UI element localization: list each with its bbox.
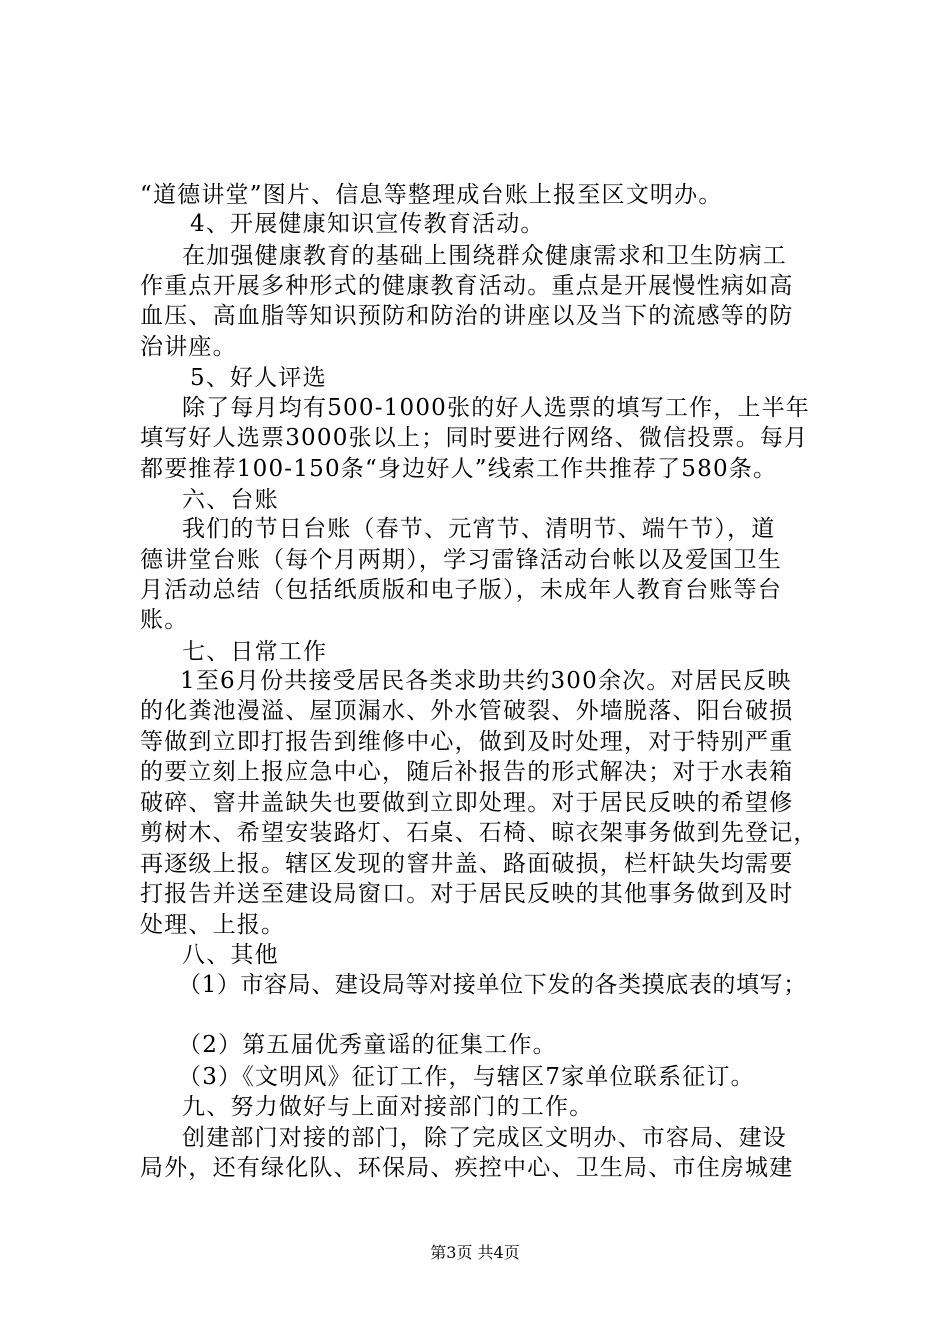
text-line: 在加强健康教育的基础上围绕群众健康需求和卫生防病工 xyxy=(182,243,787,269)
text-line: 的化粪池漫溢、屋顶漏水、外水管破裂、外墙脱落、阳台破损 xyxy=(140,698,794,724)
text-line: 处理、上报。 xyxy=(140,912,286,938)
text-line: 作重点开展多种形式的健康教育活动。重点是开展慢性病如高 xyxy=(140,273,794,299)
page-footer: 第3页 共4页 xyxy=(430,1243,520,1262)
text-line: 打报告并送至建设局窗口。对于居民反映的其他事务做到及时 xyxy=(140,881,794,907)
text-line: 的要立刻上报应急中心，随后补报告的形式解决；对于水表箱 xyxy=(140,759,794,785)
text-line: 除了每月均有500-1000张的好人选票的填写工作，上半年 xyxy=(182,395,811,421)
list-item: （1）市容局、建设局等对接单位下发的各类摸底表的填写； xyxy=(178,972,807,998)
list-item: （2）第五届优秀童谣的征集工作。 xyxy=(178,1032,557,1058)
section-heading: 八、其他 xyxy=(182,942,279,968)
section-heading: 5、好人评选 xyxy=(190,365,327,391)
text-line: 我们的节日台账（春节、元宵节、清明节、端午节），道 xyxy=(182,516,776,542)
section-heading: 九、努力做好与上面对接部门的工作。 xyxy=(182,1094,594,1120)
text-line: 剪树木、希望安装路灯、石桌、石椅、晾衣架事务做到先登记， xyxy=(140,820,818,846)
text-line: 破碎、窨井盖缺失也要做到立即处理。对于居民反映的希望修 xyxy=(140,790,794,816)
text-line: 血压、高血脂等知识预防和防治的讲座以及当下的流感等的防 xyxy=(140,303,794,329)
text-line: “道德讲堂”图片、信息等整理成台账上报至区文明办。 xyxy=(140,182,723,208)
section-heading: 六、台账 xyxy=(182,487,279,513)
text-line: 治讲座。 xyxy=(140,334,237,360)
text-line: 1至6月份共接受居民各类求助共约300余次。对居民反映 xyxy=(180,668,792,694)
text-line: 局外，还有绿化队、环保局、疾控中心、卫生局、市住房城建 xyxy=(140,1155,794,1181)
text-line: 创建部门对接的部门，除了完成区文明办、市容局、建设 xyxy=(182,1125,787,1151)
section-heading: 4、开展健康知识宣传教育活动。 xyxy=(190,211,545,237)
text-line: 都要推荐100-150条“身边好人”线索工作共推荐了580条。 xyxy=(140,456,778,482)
text-line: 再逐级上报。辖区发现的窨井盖、路面破损，栏杆缺失均需要 xyxy=(140,851,794,877)
list-item: （3）《文明风》征订工作，与辖区7家单位联系征订。 xyxy=(178,1064,755,1090)
text-line: 德讲堂台账（每个月两期），学习雷锋活动台帐以及爱国卫生 xyxy=(140,547,782,573)
text-line: 月活动总结（包括纸质版和电子版），未成年人教育台账等台 xyxy=(140,577,782,603)
text-line: 等做到立即打报告到维修中心，做到及时处理，对于特别严重 xyxy=(140,729,794,755)
section-heading: 七、日常工作 xyxy=(182,639,328,665)
text-line: 填写好人选票3000张以上；同时要进行网络、微信投票。每月 xyxy=(140,425,809,451)
text-line: 账。 xyxy=(140,607,189,633)
